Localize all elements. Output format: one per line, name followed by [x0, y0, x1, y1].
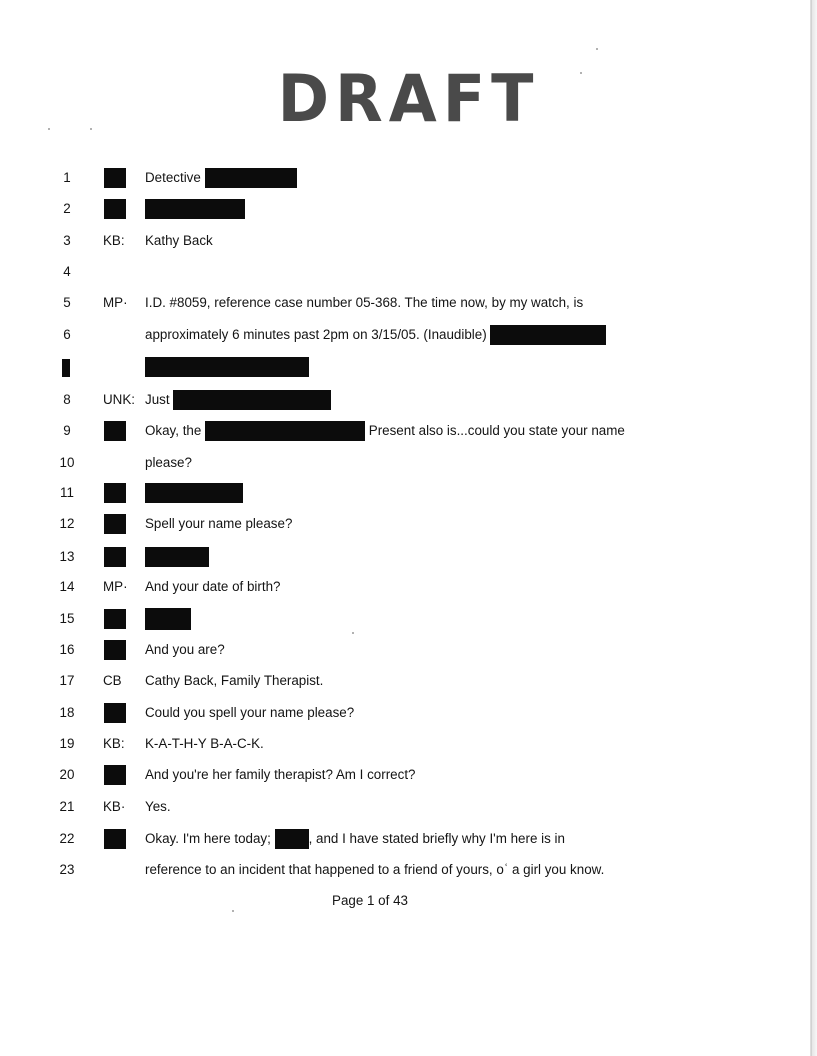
line-number: 20: [59, 767, 75, 782]
transcript-line-16: [0, 638, 800, 662]
transcript-line-20: [0, 763, 800, 787]
speaker-label: MP·: [103, 295, 128, 310]
line-text: Kathy Back: [145, 233, 213, 248]
line-text: Yes.: [145, 799, 171, 814]
redaction-block: [173, 390, 331, 410]
redaction-block: [62, 359, 70, 377]
transcript-line-21: [0, 795, 800, 819]
line-number: 22: [59, 831, 75, 846]
transcript-line-14: [0, 575, 800, 599]
line-text: Could you spell your name please?: [145, 705, 355, 720]
transcript-line-17: [0, 669, 800, 693]
line-number: 9: [63, 423, 71, 438]
line-number: 21: [59, 799, 75, 814]
redaction-block: [145, 357, 309, 377]
redaction-block: [145, 199, 245, 219]
draft-watermark: DRAFT: [277, 60, 540, 137]
scan-speck: [352, 632, 354, 634]
redaction-block: [104, 514, 126, 534]
line-number: 23: [59, 862, 75, 877]
redaction-block: [104, 765, 126, 785]
redaction-block: [205, 168, 297, 188]
line-text-continued: Present also is...could you state your name: [365, 423, 625, 438]
redaction-block: [104, 609, 126, 629]
line-text: approximately 6 minutes past 2pm on 3/15/05. (Inaudible): [145, 327, 491, 342]
scan-speck: [232, 910, 234, 912]
scan-speck: [48, 128, 50, 130]
line-text: reference to an incident that happened to a friend of yours, oʿ a girl you know.: [145, 862, 605, 877]
transcript-line-5: [0, 291, 800, 315]
speaker-label: UNK:: [103, 392, 135, 407]
scan-speck: [580, 72, 582, 74]
redaction-block: [104, 703, 126, 723]
redaction-block: [104, 483, 126, 503]
transcript-line-11: [0, 481, 800, 505]
redaction-block: [145, 547, 209, 567]
page-number: Page 1 of 43: [332, 893, 408, 908]
line-number: 17: [59, 673, 75, 688]
transcript-line-22: [0, 827, 800, 851]
line-number: 3: [63, 233, 71, 248]
line-number: 19: [59, 736, 75, 751]
line-number: 13: [59, 549, 75, 564]
page-edge-shadow: [810, 0, 817, 1056]
speaker-label: CB: [103, 673, 122, 688]
transcript-line-6: [0, 323, 800, 347]
line-text: Cathy Back, Family Therapist.: [145, 673, 324, 688]
transcript-line-15: [0, 607, 800, 631]
transcript-line-1: [0, 166, 800, 190]
line-number: 4: [63, 264, 71, 279]
line-text: Spell your name please?: [145, 516, 293, 531]
transcript-line-23: [0, 858, 800, 882]
line-number: 15: [59, 611, 75, 626]
line-number: 16: [59, 642, 75, 657]
redaction-block: [104, 199, 126, 219]
line-number: 10: [59, 455, 75, 470]
redaction-block: [205, 421, 365, 441]
transcript-line-4: [0, 260, 800, 284]
line-number: 6: [63, 327, 71, 342]
transcript-line-3: [0, 229, 800, 253]
redaction-block: [104, 421, 126, 441]
line-text-continued: , and I have stated briefly why I'm here is in: [308, 831, 565, 846]
scan-speck: [90, 128, 92, 130]
speaker-label: KB·: [103, 799, 126, 814]
line-number: 2: [63, 201, 71, 216]
speaker-label: KB:: [103, 233, 125, 248]
transcript-line-13: [0, 545, 800, 569]
line-text: Detective: [145, 170, 205, 185]
redaction-block: [275, 829, 309, 849]
line-text: And you are?: [145, 642, 225, 657]
line-text: please?: [145, 455, 192, 470]
line-number: 14: [59, 579, 75, 594]
redaction-block: [490, 325, 606, 345]
redaction-block: [104, 640, 126, 660]
transcript-line-10: [0, 451, 800, 475]
transcript-line-8: [0, 388, 800, 412]
speaker-label: MP·: [103, 579, 128, 594]
line-number: 1: [63, 170, 71, 185]
redaction-block: [145, 483, 243, 503]
transcript-line-12: [0, 512, 800, 536]
transcript-line-19: [0, 732, 800, 756]
transcript-line-7: [0, 355, 800, 379]
line-text: And your date of birth?: [145, 579, 281, 594]
line-number: 8: [63, 392, 71, 407]
line-text: Just: [145, 392, 174, 407]
line-text: I.D. #8059, reference case number 05-368. The time now, by my watch, is: [145, 295, 584, 310]
scan-speck: [596, 48, 598, 50]
line-text: Okay. I'm here today;: [145, 831, 275, 846]
line-number: 18: [59, 705, 75, 720]
line-text: Okay, the: [145, 423, 206, 438]
line-text: K-A-T-H-Y B-A-C-K.: [145, 736, 264, 751]
transcript-line-18: [0, 701, 800, 725]
redaction-block: [104, 168, 126, 188]
redaction-block: [104, 547, 126, 567]
line-number: 5: [63, 295, 71, 310]
line-number: 12: [59, 516, 75, 531]
line-number: 11: [60, 485, 74, 500]
redaction-block: [104, 829, 126, 849]
speaker-label: KB:: [103, 736, 125, 751]
transcript-line-9: [0, 419, 800, 443]
line-text: And you're her family therapist? Am I correct?: [145, 767, 416, 782]
redaction-block: [145, 608, 191, 630]
transcript-line-2: [0, 197, 800, 221]
